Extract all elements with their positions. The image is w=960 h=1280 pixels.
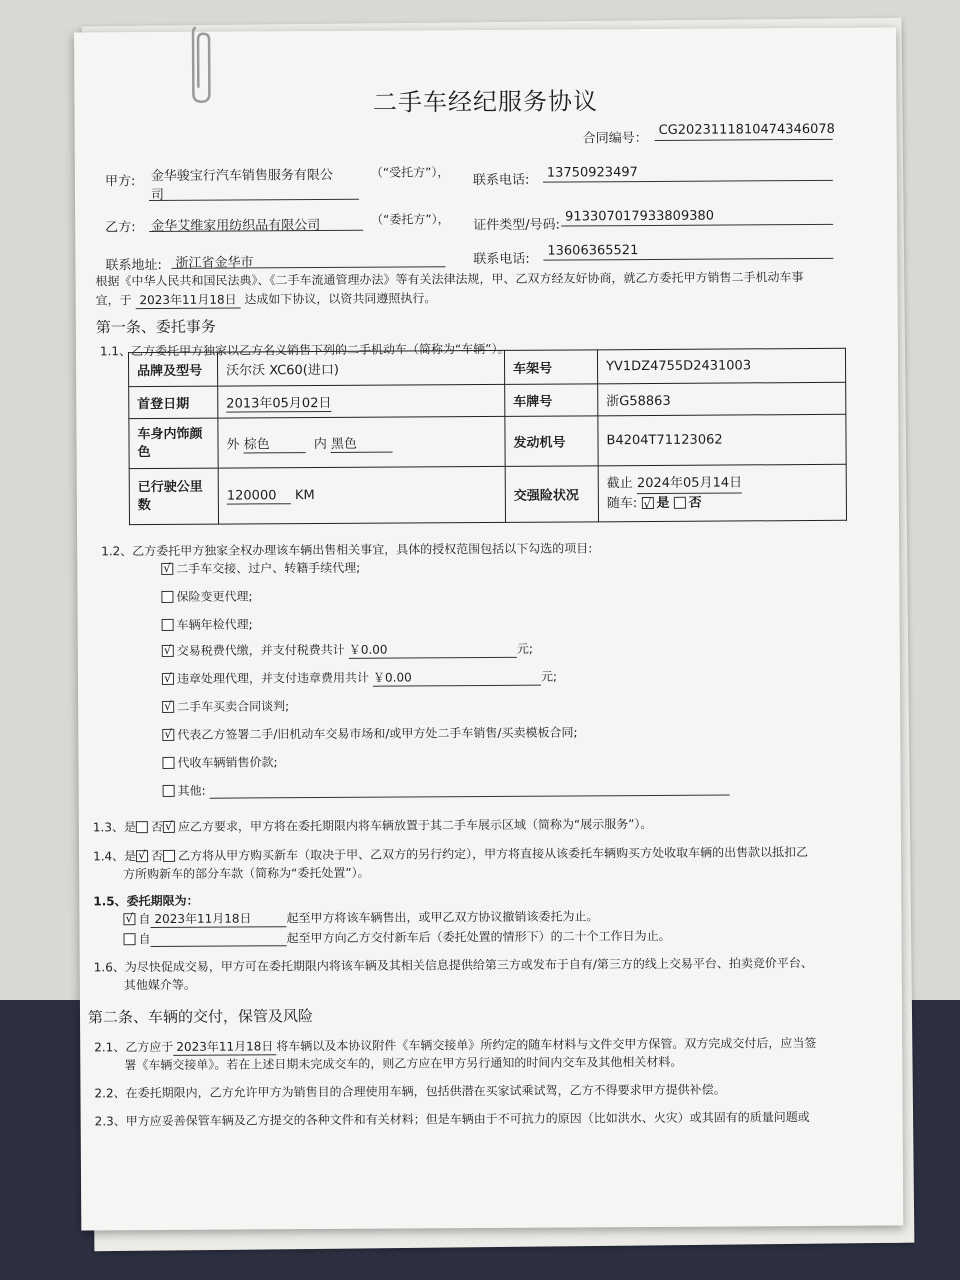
auth-item-label: 其他: — [177, 783, 206, 798]
page-title: 二手车经纪服务协议 — [372, 87, 599, 117]
plate-label: 车牌号 — [505, 384, 598, 417]
party-b-label: 乙方: — [105, 220, 136, 236]
id-value: 913307017933809380 — [565, 208, 715, 225]
party-a-role: （“受托方”）， — [370, 165, 450, 180]
auth-item-checkbox[interactable] — [162, 757, 174, 769]
insurance-until-row — [607, 473, 838, 494]
clause-1-5-a-text: 起至甲方将该车辆售出，或甲乙双方协议撤销该委托为止。 — [286, 909, 599, 926]
brand-value: 沃尔沃 XC60(进口) — [217, 350, 504, 386]
clause-1-6-line1: 1.6、为尽快促成交易，甲方可在委托期限内将该车辆及其相关信息提供给第三方或发布于自有/第三方的线上交易平台、拍卖竞价平台、 — [93, 956, 813, 975]
party-a-label: 甲方: — [104, 174, 136, 190]
auth-item-label: 二手车买卖合同谈判; — [177, 699, 290, 714]
auth-item-label: 交易税费代缴，并支付税费共计 — [176, 642, 345, 658]
clause-2-2: 2.2、在委托期限内，乙方允许甲方为销售目的合理使用车辆，包括供潜在买家试乘试驾，乙方不得要求甲方提供补偿。 — [94, 1082, 726, 1101]
preamble-line2 — [96, 289, 437, 309]
auth-item-checkbox[interactable] — [161, 563, 173, 575]
with-car-no-checkbox[interactable] — [674, 497, 686, 509]
preamble-suffix: 达成如下协议，以资共同遵照执行。 — [244, 291, 437, 307]
contract-no-value: CG20231118104743460​78 — [658, 121, 835, 138]
auth-item-inspection — [162, 615, 253, 633]
insurance-until-label: 截止 — [606, 476, 633, 492]
clause-1-4-text: 乙方将从甲方购买新车（取决于甲、乙双方的另行约定），甲方将直接从该委托车辆购买方处收取车辆的出售款以抵扣乙 — [178, 845, 809, 863]
auth-item-label: 违章处理代理，并支付违章费用共计 — [176, 670, 370, 686]
with-car-no-label: 否 — [688, 495, 702, 511]
auth-item-label: 代收车辆销售价款; — [177, 755, 278, 770]
address-label: 联系地址: — [105, 257, 162, 274]
vehicle-table — [128, 348, 847, 525]
auth-item-label: 代表乙方签署二手/旧机动车交易市场和/或甲方处二手车销售/买卖模板合同; — [177, 725, 578, 742]
auth-item-other — [163, 779, 730, 799]
auth-item-other-line — [210, 781, 730, 799]
clause-2-3: 2.3、甲方应妥善保管车辆及乙方提交的各种文件和有关材料；但是车辆由于不可抗力的原因（比如洪水、火灾）或其固有的质量问题或 — [94, 1110, 810, 1129]
mileage-unit: KM — [294, 487, 315, 503]
reg-date-label: 首登日期 — [129, 386, 218, 419]
clause-1-5-option-b — [123, 927, 670, 947]
section-1-title: 第一条、委托事务 — [95, 317, 216, 337]
preamble-prefix: 宜，于 — [95, 293, 132, 308]
clause-1-1: 1.1、乙方委托甲方独家以乙方名义销售下列的二手机动车（简称为“车辆”）。 — [99, 341, 510, 359]
clause-1-3-yes-label: 1.3、是 — [92, 820, 136, 835]
clause-1-4-yes-label: 1.4、是 — [92, 849, 137, 864]
clause-1-3 — [93, 815, 653, 835]
party-a-name-line2: 司 — [150, 187, 165, 204]
auth-item-suffix: 元; — [540, 669, 558, 684]
auth-item-checkbox[interactable] — [162, 729, 174, 741]
auth-item-amount: ￥0.00 — [349, 640, 517, 659]
reg-date-cell — [218, 384, 505, 418]
clause-1-5-a-checkbox[interactable] — [123, 913, 135, 925]
plate-value: 浙G58863 — [598, 382, 846, 416]
contract-no-underline — [655, 139, 833, 141]
clause-1-2: 1.2、乙方委托甲方独家全权办理该车辆出售相关事宜，具体的授权范围包括以下勾选的项目: — [101, 541, 593, 559]
color-outer-value: 棕色 — [244, 433, 306, 453]
insurance-until-value: 2024年05月14日 — [637, 473, 742, 494]
clause-1-3-yes-checkbox[interactable] — [136, 821, 148, 833]
clause-1-5-a-date: 2023年11月18日 — [150, 909, 286, 928]
id-label: 证件类型/号码: — [473, 217, 561, 234]
contract-page — [74, 27, 903, 1230]
mileage-value: 120000 — [227, 488, 291, 504]
clause-1-4-line1 — [93, 843, 808, 864]
insurance-label: 交强险状况 — [505, 466, 598, 523]
clause-2-1-line1 — [94, 1034, 816, 1056]
auth-item-amount: ￥0.00 — [373, 668, 541, 687]
engine-value: B4204T71123062 — [598, 414, 846, 466]
color-inner-value: 黑色 — [331, 432, 393, 452]
vin-value: YV1DZ4755D2431003 — [597, 348, 845, 384]
brand-label: 品牌及型号 — [128, 352, 217, 387]
mileage-label: 已行驶公里数 — [129, 468, 218, 525]
party-a-name-line1: 金华骏宝行汽车销售服务有限公 — [150, 167, 333, 185]
auth-item-suffix: 元; — [516, 641, 533, 656]
auth-item-violation — [162, 668, 557, 688]
color-cell — [218, 416, 505, 468]
auth-item-transfer — [161, 559, 360, 577]
clause-1-3-no-label: 否 — [150, 819, 164, 835]
clause-1-5-title: 1.5、委托期限为： — [93, 893, 199, 909]
with-car-label: 随车: — [606, 496, 638, 512]
clause-1-5-b-prefix: 自 — [138, 932, 151, 947]
clause-1-5-b-checkbox[interactable] — [124, 933, 136, 945]
party-b-name: 金华艾维家用纺织品有限公司 — [151, 218, 321, 235]
color-label: 车身内饰颜色 — [129, 418, 218, 469]
auth-item-label: 二手车交接、过户、转籍手续代理; — [176, 560, 361, 576]
vin-label: 车架号 — [504, 350, 597, 385]
party-b-phone-value: 13606365521 — [547, 243, 639, 259]
auth-item-label: 车辆年检代理; — [176, 617, 253, 632]
address-value: 浙江省金华市 — [175, 255, 254, 271]
party-a-phone-value: 13750923497 — [546, 165, 638, 181]
section-2-title: 第二条、车辆的交付，保管及风险 — [87, 1007, 314, 1027]
auth-item-checkbox[interactable] — [162, 673, 174, 685]
auth-item-collect — [162, 753, 277, 771]
auth-item-tax — [162, 640, 533, 660]
insurance-cell — [598, 464, 846, 522]
engine-label: 发动机号 — [505, 416, 598, 467]
party-b-phone-label: 联系电话: — [473, 251, 530, 268]
with-car-row — [607, 493, 838, 513]
clause-2-1-date: 2023年11月18日 — [173, 1037, 276, 1056]
color-outer-prefix: 外 — [226, 437, 240, 453]
clause-1-4-no-checkbox[interactable] — [163, 850, 175, 862]
contract-no-label: 合同编号： — [582, 131, 648, 147]
clause-1-3-text: 应乙方要求，甲方将在委托期限内将车辆放置于其二手车展示区域（简称为“展示服务”）。 — [177, 816, 653, 834]
clause-1-5-option-a — [123, 907, 598, 928]
clause-1-4-yes-checkbox[interactable] — [136, 850, 148, 862]
clause-1-3-no-checkbox[interactable] — [163, 821, 175, 833]
reg-date-value: 2013年05月02日 — [226, 391, 331, 412]
clause-2-1-line2: 署《车辆交接单》。若在上述日期未完成交车的，则乙方应在甲方另行通知的时间内交车及其他相关材料。 — [124, 1054, 683, 1073]
auth-item-label: 保险变更代理; — [176, 589, 253, 604]
auth-item-sign — [162, 723, 577, 743]
mileage-cell — [218, 466, 505, 524]
clause-1-4-line2: 方所购新车的部分车款（简称为“委托处置”）。 — [123, 865, 370, 882]
clause-1-5-a-prefix: 自 — [138, 912, 151, 927]
with-car-yes-label: 是 — [656, 495, 670, 511]
party-a-underline — [149, 199, 359, 201]
clause-1-5-b-text: 起至甲方向乙方交付新车后（委托处置的情形下）的二十个工作日为止。 — [286, 928, 671, 946]
clause-1-4-no-label: 否 — [151, 848, 164, 864]
party-b-role: （“委托方”）， — [371, 212, 450, 227]
clause-2-1-text: 将车辆以及本协议附件《车辆交接单》所约定的随车材料与文件交甲方保管。双方完成交付后，应当签 — [276, 1035, 817, 1054]
clause-1-6-line2: 其他媒介等。 — [123, 977, 196, 993]
auth-item-checkbox[interactable] — [163, 785, 175, 797]
preamble-date: 2023年11月18日 — [135, 290, 240, 309]
party-a-phone-label: 联系电话: — [472, 172, 530, 189]
with-car-yes-checkbox[interactable] — [641, 497, 653, 509]
auth-item-checkbox[interactable] — [162, 701, 174, 713]
color-inner-prefix: 内 — [313, 436, 327, 452]
auth-item-insurance — [161, 587, 252, 605]
auth-item-negotiation — [162, 697, 289, 715]
clause-1-5-b-blank — [151, 931, 287, 947]
auth-item-checkbox[interactable] — [161, 591, 173, 603]
auth-item-checkbox[interactable] — [162, 645, 174, 657]
auth-item-checkbox[interactable] — [162, 619, 174, 631]
clause-2-1-prefix: 2.1、乙方应于 — [94, 1039, 174, 1055]
preamble-line1: 根据《中华人民共和国民法典》、《二手车流通管理办法》等有关法律法规，甲、乙双方经友好协商，就乙方委托甲方销售二手机动车事 — [95, 270, 804, 289]
